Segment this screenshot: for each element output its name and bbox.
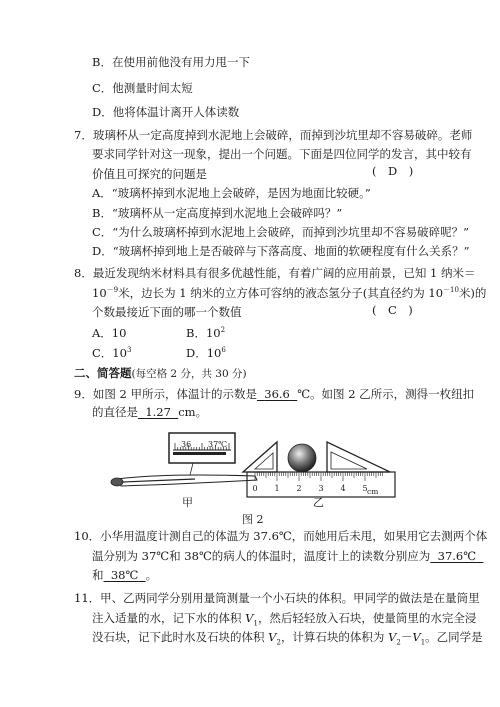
q11-line-1: 11．甲、乙两同学分别用量筒测量一个小石块的体积。甲同学的做法是在量筒里	[74, 591, 480, 605]
ruler-number: 4	[340, 484, 346, 493]
q6-option-b: B．在使用前他没有用力甩一下	[92, 55, 250, 69]
q10-answer-1: 37.6℃	[437, 549, 477, 563]
q8-answer: ( C )	[372, 303, 413, 317]
q9-answer-1: 36.6	[264, 387, 290, 401]
figure-label-yi: 乙	[313, 496, 324, 509]
q9-line-2: 的直径是 1.27 cm。	[92, 405, 208, 419]
thermometer	[111, 475, 257, 486]
q9-answer-2: 1.27	[145, 405, 171, 419]
zoom-pointer	[190, 463, 193, 475]
set-square-left	[243, 442, 277, 472]
q7-option-a: A．“玻璃杯掉到水泥地上会破碎，是因为地面比较硬。”	[92, 186, 371, 200]
q7-line-2: 要求同学针对这一现象，提出一个问题。下面是四位同学的发言，其中较有	[92, 147, 472, 161]
q10-answer-2: 38℃	[110, 568, 139, 582]
q9-line-1: 9．如图 2 甲所示，体温计的示数是 36.6 ℃。如图 2 乙所示，测得一枚纽扣	[74, 387, 475, 401]
q7-option-c: C．“为什么玻璃杯掉到水泥地上会破碎，而掉到沙坑里却不容易破碎呢？”	[92, 225, 470, 239]
set-square-right	[327, 442, 390, 472]
q8-option-d: D．$10^6$	[186, 346, 226, 360]
figure-2	[105, 418, 405, 526]
section-note: (每空格 2 分，共 30 分)	[131, 368, 247, 380]
q8-line-3: 个数最接近下面的哪一个数值	[92, 305, 242, 319]
q11-line-3: 没石块，记下此时水及石块的体积 $V_2$，计算石块的体积为 $V_2-V_1$。乙同学是	[92, 630, 483, 647]
ruler-number: 1	[274, 484, 280, 493]
button-disk	[288, 444, 316, 472]
figure-2-drawing	[105, 418, 405, 523]
q8-line-1: 8．最近发现纳米材料具有很多优越性能，有着广阔的应用前景，已知 1 纳米＝	[74, 266, 476, 280]
q7-option-b: B．“玻璃杯从一定高度掉到水泥地上会破碎吗？”	[92, 206, 343, 220]
q8-line-2: $10^{-9}$米，边长为 1 纳米的立方体可容纳的液态氢分子(其直径约为 $10^{-10}$米)的	[92, 286, 487, 300]
q10-line-2: 温分别为 37℃和 38℃的病人的体温时，温度计上的读数分别应为 37.6℃	[92, 548, 483, 564]
ruler-number: 5	[362, 484, 368, 493]
q6-option-c: C．他测量时间太短	[92, 81, 193, 95]
figure-label-jia: 甲	[182, 496, 193, 509]
ruler-number: 3	[318, 484, 324, 493]
section-title: 二、简答题	[74, 366, 132, 380]
q7-answer: ( D )	[372, 164, 414, 178]
q7-line-3: 价值且可探究的问题是	[92, 167, 207, 181]
q8-option-a: A．10	[92, 326, 127, 340]
ruler-number: 0	[252, 484, 258, 493]
q6-option-d: D．他将体温计离开人体读数	[92, 105, 240, 119]
thermo-label-37: 37℃	[208, 440, 228, 449]
q8-option-b: B．$10^2$	[186, 326, 226, 340]
q7-option-d: D．“玻璃杯掉到地上是否破碎与下落高度、地面的软硬程度有什么关系？”	[92, 244, 470, 258]
q7-line-1: 7．玻璃杯从一定高度掉到水泥地上会破碎，而掉到沙坑里却不容易破碎。老师	[74, 128, 473, 142]
ruler-unit: cm	[367, 487, 379, 496]
q10-line-3: 和 38℃ 。	[92, 568, 158, 582]
thermo-label-36: 36	[181, 440, 192, 449]
ruler-number: 2	[296, 484, 302, 493]
figure-caption: 图 2	[242, 513, 264, 526]
q10-line-1: 10．小华用温度计测自己的体温为 37.6℃，而她用后未甩，如果用它去测两个体	[74, 529, 488, 543]
section-heading	[74, 365, 247, 382]
q11-line-2: 注入适量的水，记下水的体积 $V_1$，然后轻轻放入石块，使量筒里的水完全浸	[92, 611, 477, 628]
q8-option-c: C．$10^3$	[92, 346, 132, 360]
